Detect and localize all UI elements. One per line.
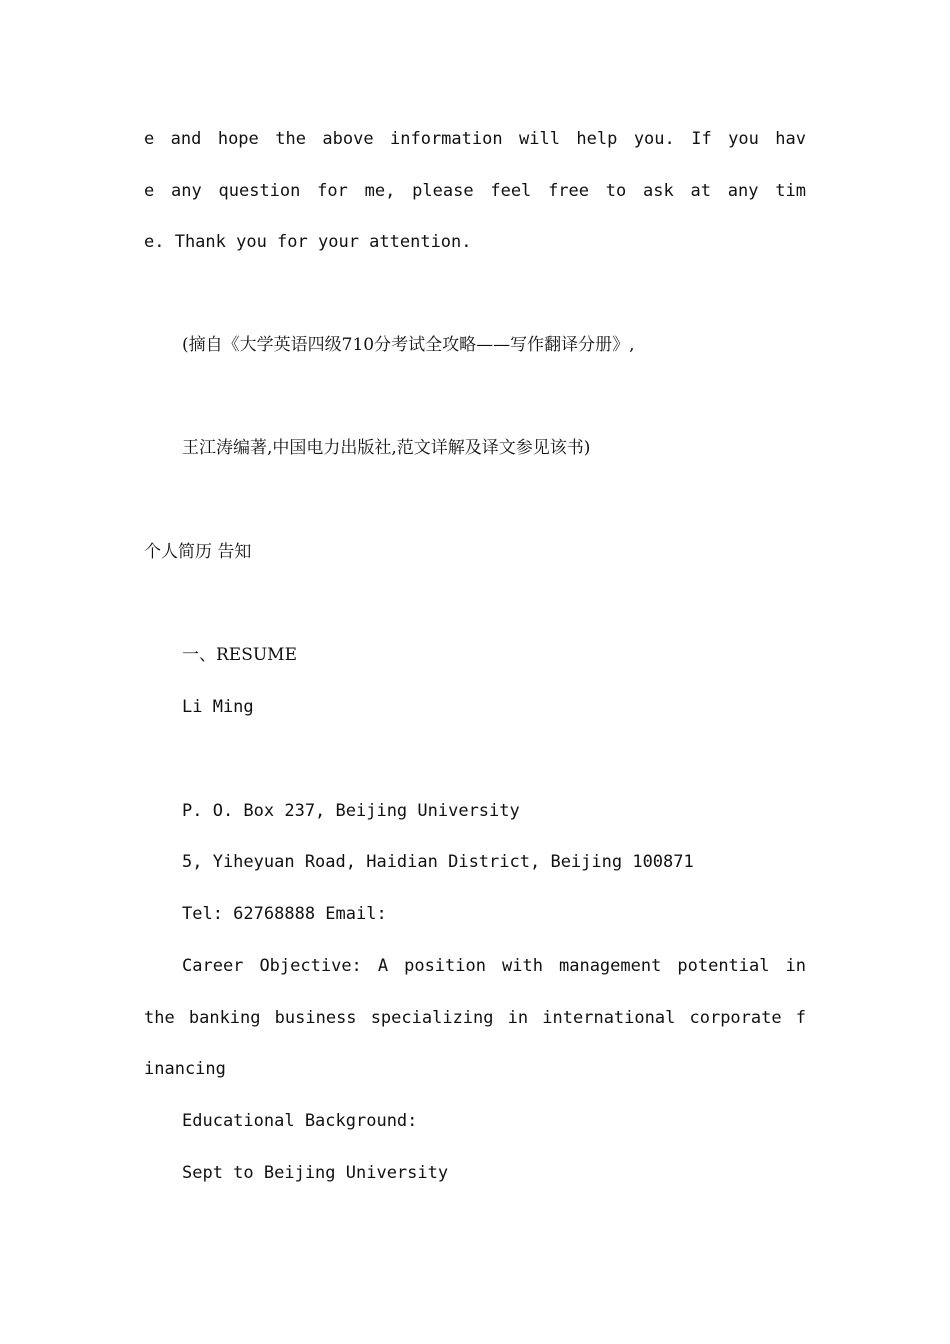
career-objective-line-2: the banking business specializing in international corporate f <box>144 1008 806 1028</box>
resume-name: Li Ming <box>182 697 254 717</box>
resume-heading: 一、RESUME <box>182 645 297 665</box>
section-heading: 个人简历 告知 <box>144 542 252 562</box>
education-line-1: Sept to Beijing University <box>182 1163 449 1183</box>
contact-line: Tel: 62768888 Email: <box>182 904 387 924</box>
citation-line-2: 王江涛编著,中国电力出版社,范文详解及译文参见该书) <box>182 438 591 458</box>
address-line-2: 5, Yiheyuan Road, Haidian District, Beijing 100871 <box>182 852 694 872</box>
letter-line-1: e and hope the above information will help you. If you hav <box>144 129 806 149</box>
career-objective-line-1: Career Objective: A position with management potential in <box>182 956 806 976</box>
career-objective-line-3: inancing <box>144 1059 226 1079</box>
citation-line-1: (摘自《大学英语四级710分考试全攻略——写作翻译分册》, <box>182 335 635 355</box>
letter-line-2: e any question for me, please feel free to ask at any tim <box>144 181 806 201</box>
letter-line-3: e. Thank you for your attention. <box>144 232 472 252</box>
address-line-1: P. O. Box 237, Beijing University <box>182 801 520 821</box>
education-heading: Educational Background: <box>182 1111 418 1131</box>
